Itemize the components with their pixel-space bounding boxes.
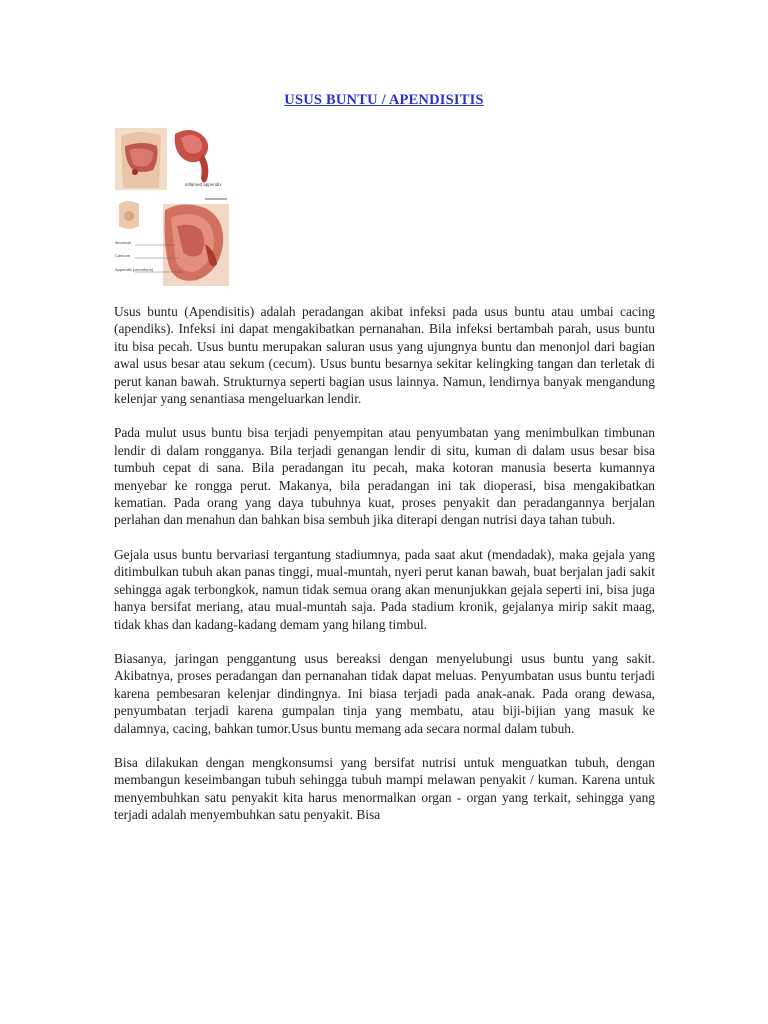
paragraph-treatment: Bisa dilakukan dengan mengkonsumsi yang bersifat nutrisi untuk menguatkan tubuh, dengan membangun keseimbangan tubuh sehingga tubuh mampi melawan penyakit / kuman. Karena untuk menyembuhkan satu penyakit kita harus menormalkan organ - organ yang terkait, sehingga yang terjadi adalah menyembuhkan satu penyakit. Bisa	[114, 754, 655, 823]
document-title: USUS BUNTU / APENDISITIS	[284, 92, 484, 108]
figure-label-appendix: Appendix (vermiform)	[115, 267, 154, 272]
torso-illustration-top	[115, 128, 167, 190]
figure-label-ileocecal: Ileocecal	[115, 240, 131, 245]
inflamed-appendix-illustration	[175, 130, 227, 200]
figure-label-caecum: Caecum	[115, 253, 130, 258]
paragraph-causes: Pada mulut usus buntu bisa terjadi penyempitan atau penyumbatan yang menimbulkan timbunan lendir di dalam rongganya. Bila terjadi genangan lendir di situ, kuman di dalam usus besar bisa tumbuh cepat di sana. Bila peradangan itu pecah, maka kotoran manusia beserta kumannya menyebar ke rongga perut. Makanya, bila peradangan ini tak dioperasi, bisa mengakibatkan kematian. Pada orang yang daya tubuhnya kuat, proses penyakit dan peradangannya berjalan perlahan dan menahun dan bahkan bisa sembuh jika diterapi dengan nutrisi daya tahan tubuh.	[114, 425, 655, 528]
paragraph-symptoms: Gejala usus buntu bervariasi tergantung stadiumnya, pada saat akut (mendadak), maka gejala yang ditimbulkan tubuh akan panas tinggi, mual-muntah, nyeri perut kanan bawah, buat berjalan jadi sakit sehingga agak terbongkok, namun tidak semua orang akan menunjukkan gejala seperti ini, bisa juga hanya bersifat meriang, atau mual-muntah saja. Pada stadium kronik, gejalanya mirip sakit maag, tidak khas dan kadang-kadang demam yang hilang timbul.	[114, 546, 655, 632]
appendicitis-illustration	[113, 126, 231, 288]
figure-label-inflamed: inflamed appendix	[185, 182, 222, 187]
torso-illustration-bottom	[119, 201, 139, 229]
document-body	[114, 303, 655, 841]
paragraph-definition: Usus buntu (Apendisitis) adalah peradangan akibat infeksi pada usus buntu atau umbai cacing (apendiks). Infeksi ini dapat mengakibatkan pernanahan. Bila infeksi bertambah parah, usus buntu itu bisa pecah. Usus buntu merupakan saluran usus yang ujungnya buntu dan menonjol dari bagian awal usus besar atau sekum (cecum). Usus buntu besarnya sekitar kelingking tangan dan terletak di perut kanan bawah. Strukturnya seperti bagian usus lainnya. Namun, lendirnya banyak mengandung kelenjar yang senantiasa mengeluarkan lendir.	[114, 304, 655, 407]
paragraph-blockage: Biasanya, jaringan penggantung usus bereaksi dengan menyelubungi usus buntu yang sakit. Akibatnya, proses peradangan dan pernanahan tidak dapat meluas. Penyumbatan usus buntu terjadi karena pembesaran kelenjar dindingnya. Ini biasa terjadi pada anak-anak. Pada orang dewasa, penyumbatan terjadi karena gumpalan tinja yang membatu, atau biji-bijian yang masuk ke dalamnya, cacing, bahkan tumor.Usus buntu memang ada secara normal dalam tubuh.	[114, 650, 655, 736]
